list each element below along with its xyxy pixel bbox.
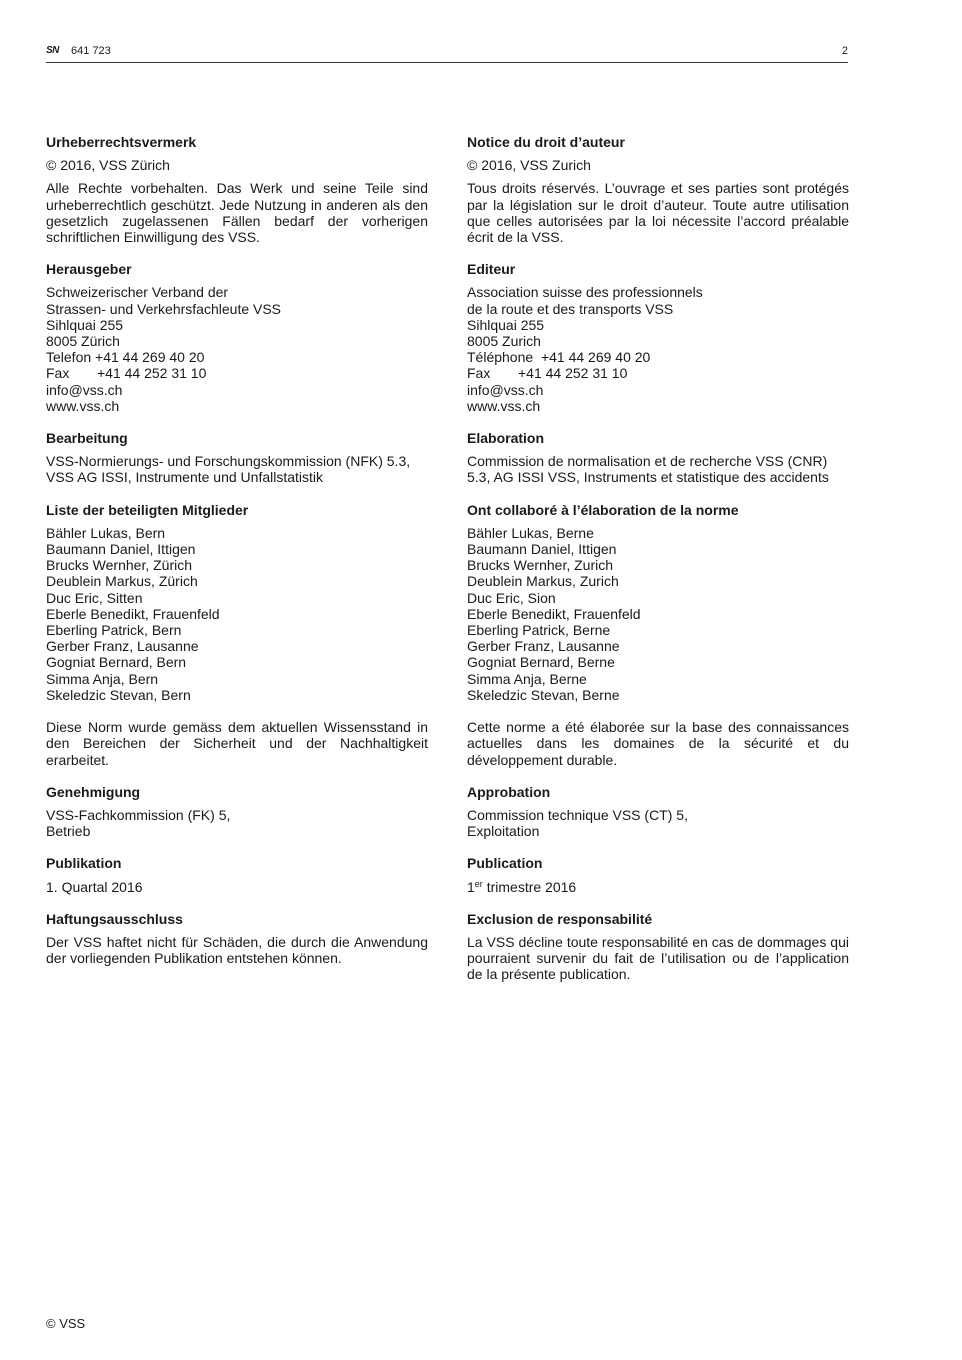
publisher-heading: Herausgeber [46,261,132,278]
address-line: Schweizerischer Verband der [46,284,229,301]
editing-line: 5.3, AG ISSI VSS, Instruments et statistique des accidents [467,469,829,486]
web-link[interactable]: www.vss.ch [467,397,541,414]
publication-text [467,879,849,895]
list-item: Deublein Markus, Zurich [467,573,619,590]
approval-line: Exploitation [467,823,540,840]
copyright-text: Tous droits réservés. L’ouvrage et ses parties sont protégés par la législation sur le droit d’auteur. Toute autre utilisation que celles autorisées par la loi nécessite l’accord préalable écrit de la VSS. [467,180,849,246]
document-number: 641 723 [71,45,111,57]
list-item: Skeledzic Stevan, Berne [467,686,620,703]
list-item: Deublein Markus, Zürich [46,573,198,590]
editing-line: VSS-Normierungs- und Forschungskommission (NFK) 5.3, [46,453,411,470]
address-line: 8005 Zürich [46,333,120,350]
disclaimer-text: Der VSS haftet nicht für Schäden, die durch die Anwendung der vorliegenden Publikation entstehen können. [46,933,428,967]
ordinal-suffix: er [474,878,483,889]
address-line: 8005 Zurich [467,333,541,350]
german-column [46,134,428,966]
publication-number: 1 [467,878,475,895]
page-number: 2 [841,45,848,57]
phone-value: +41 44 269 40 20 [540,349,651,366]
list-item: Eberling Patrick, Berne [467,622,611,639]
publication-rest: trimestre 2016 [482,878,577,895]
editing-heading: Elaboration [467,430,545,447]
list-item: Baumann Daniel, Ittigen [467,541,617,558]
list-item: Bähler Lukas, Bern [46,524,166,541]
list-item: Brucks Wernher, Zürich [46,557,193,574]
fax-line [467,365,849,381]
publication-heading: Publikation [46,855,122,872]
page-header [46,42,848,63]
publication-heading: Publication [467,855,543,872]
list-item: Gogniat Bernard, Bern [46,654,187,671]
fax-line [46,365,428,381]
publisher-address [467,284,849,414]
approval-heading: Genehmigung [46,783,141,800]
list-item: Gerber Franz, Lausanne [46,638,199,655]
members-heading: Ont collaboré à l’élaboration de la norme [467,501,739,518]
editing-heading: Bearbeitung [46,430,128,447]
fax-label: Fax [46,365,70,382]
disclaimer-heading: Haftungsausschluss [46,910,183,927]
phone-label: Telefon [46,349,92,366]
editing-text [46,453,428,485]
copyright-heading: Notice du droit d’auteur [467,134,625,150]
list-item: Simma Anja, Bern [46,670,159,687]
publisher-heading: Editeur [467,261,516,278]
address-line: Strassen- und Verkehrsfachleute VSS [46,300,282,317]
fax-label: Fax [467,365,491,382]
approval-line: Commission technique VSS (CT) 5, [467,806,688,823]
editing-line: VSS AG ISSI, Instrumente und Unfallstatistik [46,469,324,486]
list-item: Brucks Wernher, Zurich [467,557,614,574]
list-item: Duc Eric, Sion [467,589,556,606]
list-item: Eberle Benedikt, Frauenfeld [46,605,220,622]
disclaimer-text: La VSS décline toute responsabilité en cas de dommages qui pourraient survenir du fait de l’utilisation ou de l’application de la présente publication. [467,933,849,983]
phone-line [467,349,849,365]
approval-heading: Approbation [467,783,551,800]
editing-text [467,453,849,485]
copyright-line: © 2016, VSS Zurich [467,157,591,174]
list-item: Gogniat Bernard, Berne [467,654,615,671]
list-item: Bähler Lukas, Berne [467,524,594,541]
copyright-text: Alle Rechte vorbehalten. Das Werk und seine Teile sind urheberrechtlich geschützt. Jede Nutzung in anderen als den gesetzlich zugelassenen Fällen bedarf der vorherigen schriftlichen Einwilligung des VSS. [46,180,428,246]
approval-text [46,807,428,839]
page-footer: © VSS [46,1316,86,1331]
members-heading: Liste der beteiligten Mitglieder [46,501,249,518]
french-column [467,134,849,983]
address-line: Association suisse des professionnels [467,284,703,301]
norm-text: Cette norme a été élaborée sur la base des connaissances actuelles dans les domaines de la sécurité et du développement durable. [467,719,849,768]
list-item: Duc Eric, Sitten [46,589,143,606]
publication-text: 1. Quartal 2016 [46,878,143,895]
fax-value: +41 44 252 31 10 [97,365,207,382]
approval-line: VSS-Fachkommission (FK) 5, [46,806,231,823]
norm-text: Diese Norm wurde gemäss dem aktuellen Wissensstand in den Bereichen der Sicherheit und der Nachhaltigkeit erarbeitet. [46,719,428,768]
phone-label: Téléphone [467,349,534,366]
members-list [467,525,849,703]
address-line: de la route et des transports VSS [467,300,674,317]
web-link[interactable]: www.vss.ch [46,397,120,414]
sn-logo: SN [46,45,59,56]
approval-line: Betrieb [46,823,91,840]
copyright-heading: Urheberrechtsvermerk [46,134,197,150]
members-list [46,525,428,703]
list-item: Baumann Daniel, Ittigen [46,541,196,558]
fax-value: +41 44 252 31 10 [518,365,628,382]
list-item: Simma Anja, Berne [467,670,587,687]
email-link[interactable]: info@vss.ch [467,381,544,398]
disclaimer-heading: Exclusion de responsabilité [467,910,653,927]
list-item: Skeledzic Stevan, Bern [46,686,191,703]
address-line: Sihlquai 255 [467,316,545,333]
copyright-line: © 2016, VSS Zürich [46,157,170,174]
editing-line: Commission de normalisation et de recherche VSS (CNR) [467,453,828,470]
phone-value: +41 44 269 40 20 [95,349,205,366]
phone-line [46,349,428,365]
address-line: Sihlquai 255 [46,316,124,333]
list-item: Eberle Benedikt, Frauenfeld [467,605,641,622]
publisher-address [46,284,428,414]
list-item: Eberling Patrick, Bern [46,622,182,639]
approval-text [467,807,849,839]
list-item: Gerber Franz, Lausanne [467,638,620,655]
email-link[interactable]: info@vss.ch [46,381,123,398]
